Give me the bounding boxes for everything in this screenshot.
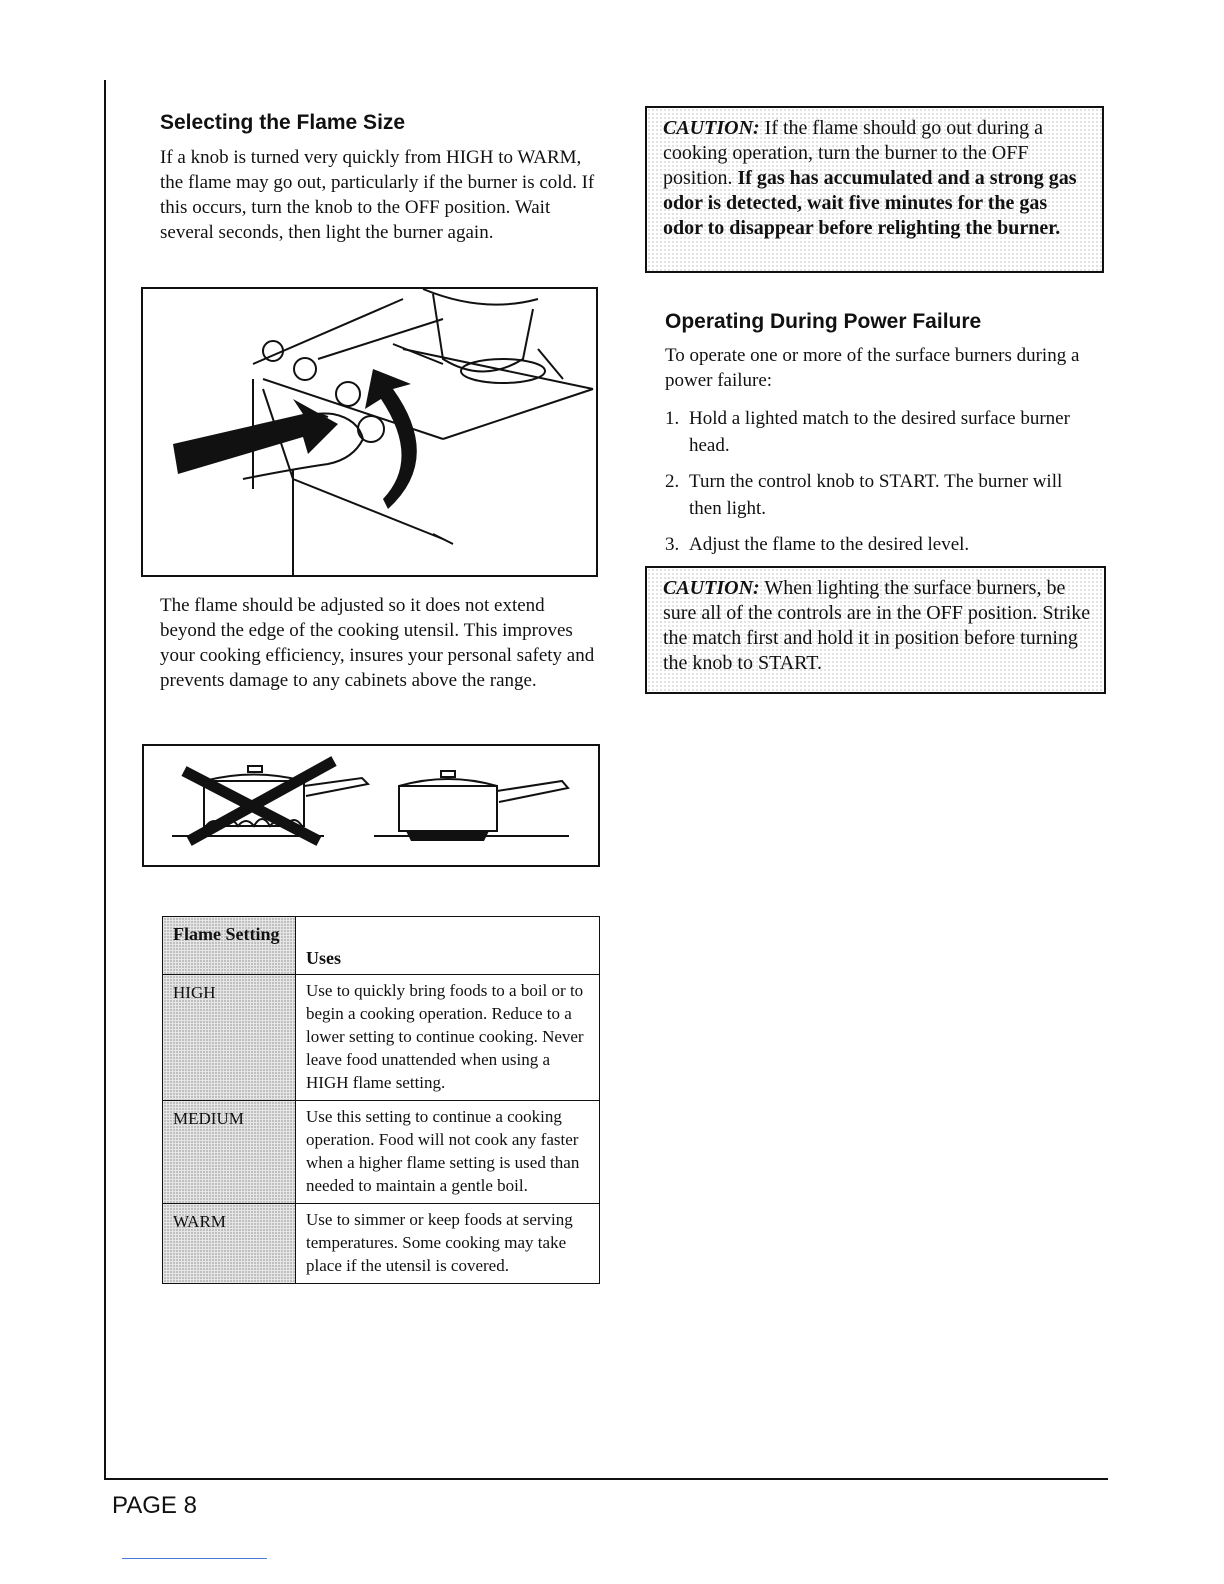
header-uses: Uses — [296, 917, 600, 975]
power-failure-heading: Operating During Power Failure — [665, 310, 982, 333]
uses-cell: Use this setting to continue a cooking operation. Food will not cook any faster when a higher flame setting is used than needed to maintain a gentle boil. — [296, 1101, 600, 1204]
left-margin-rule — [104, 80, 106, 1480]
uses-cell: Use to quickly bring foods to a boil or to begin a cooking operation. Reduce to a lower setting to continue cooking. Never leave food unattended when using a HIGH flame setting. — [296, 975, 600, 1101]
uses-cell: Use to simmer or keep foods at serving temperatures. Some cooking may take place if the utensil is covered. — [296, 1204, 600, 1284]
caution-label: CAUTION: — [663, 577, 760, 599]
table-row — [163, 1101, 600, 1204]
adjust-flame-paragraph: The flame should be adjusted so it does not extend beyond the edge of the cooking utensil. This improves your cooking efficiency, insures your personal safety and prevents damage to any cabinets above the range. — [160, 595, 595, 691]
table-row — [163, 975, 600, 1101]
step-number: 1. — [665, 408, 680, 429]
step-number: 2. — [665, 471, 680, 492]
caution-bold-text: If gas has accumulated and a strong gas odor is detected, wait five minutes for the gas odor to disappear before relighting the burner. — [663, 167, 1077, 239]
setting-cell: HIGH — [163, 975, 296, 1101]
cookware-illustration — [142, 744, 600, 867]
caution-label: CAUTION: — [663, 117, 760, 139]
flame-settings-table — [162, 916, 600, 1284]
list-item — [665, 468, 1093, 522]
caution-text: When lighting the surface burners, be sure all of the controls are in the OFF position. Strike the match first and hold it in position before turning the knob to START. — [663, 577, 1091, 674]
step-number: 3. — [665, 534, 680, 555]
pot-comparison-drawing — [144, 746, 598, 865]
flame-size-paragraph: If a knob is turned very quickly from HIGH to WARM, the flame may go out, particularly if the burner is cold. If this occurs, turn the knob to the OFF position. Wait several seconds, then light the burner again. — [160, 147, 595, 243]
power-failure-steps — [665, 405, 1093, 567]
setting-cell: MEDIUM — [163, 1101, 296, 1204]
setting-cell: WARM — [163, 1204, 296, 1284]
list-item — [665, 405, 1093, 459]
flame-size-heading: Selecting the Flame Size — [160, 111, 406, 134]
footer-rule — [104, 1478, 1108, 1480]
caution-box-flame-out — [645, 106, 1104, 273]
caution-text: If the flame should go out during a cooking operation, turn the burner to the OFF position. — [663, 117, 1043, 189]
knob-illustration — [141, 287, 598, 577]
bottom-rule — [122, 1558, 267, 1559]
step-text: Turn the control knob to START. The burner will then light. — [689, 471, 1063, 519]
knob-turning-drawing — [143, 289, 596, 575]
step-text: Adjust the flame to the desired level. — [689, 534, 970, 555]
caution-box-lighting — [645, 566, 1106, 694]
page-number: PAGE 8 — [112, 1492, 197, 1519]
step-text: Hold a lighted match to the desired surface burner head. — [689, 408, 1070, 456]
table-header-row — [163, 917, 600, 975]
table-row — [163, 1204, 600, 1284]
power-failure-intro: To operate one or more of the surface burners during a power failure: — [665, 345, 1080, 391]
header-flame-setting: Flame Setting — [163, 917, 296, 975]
list-item — [665, 531, 1093, 558]
